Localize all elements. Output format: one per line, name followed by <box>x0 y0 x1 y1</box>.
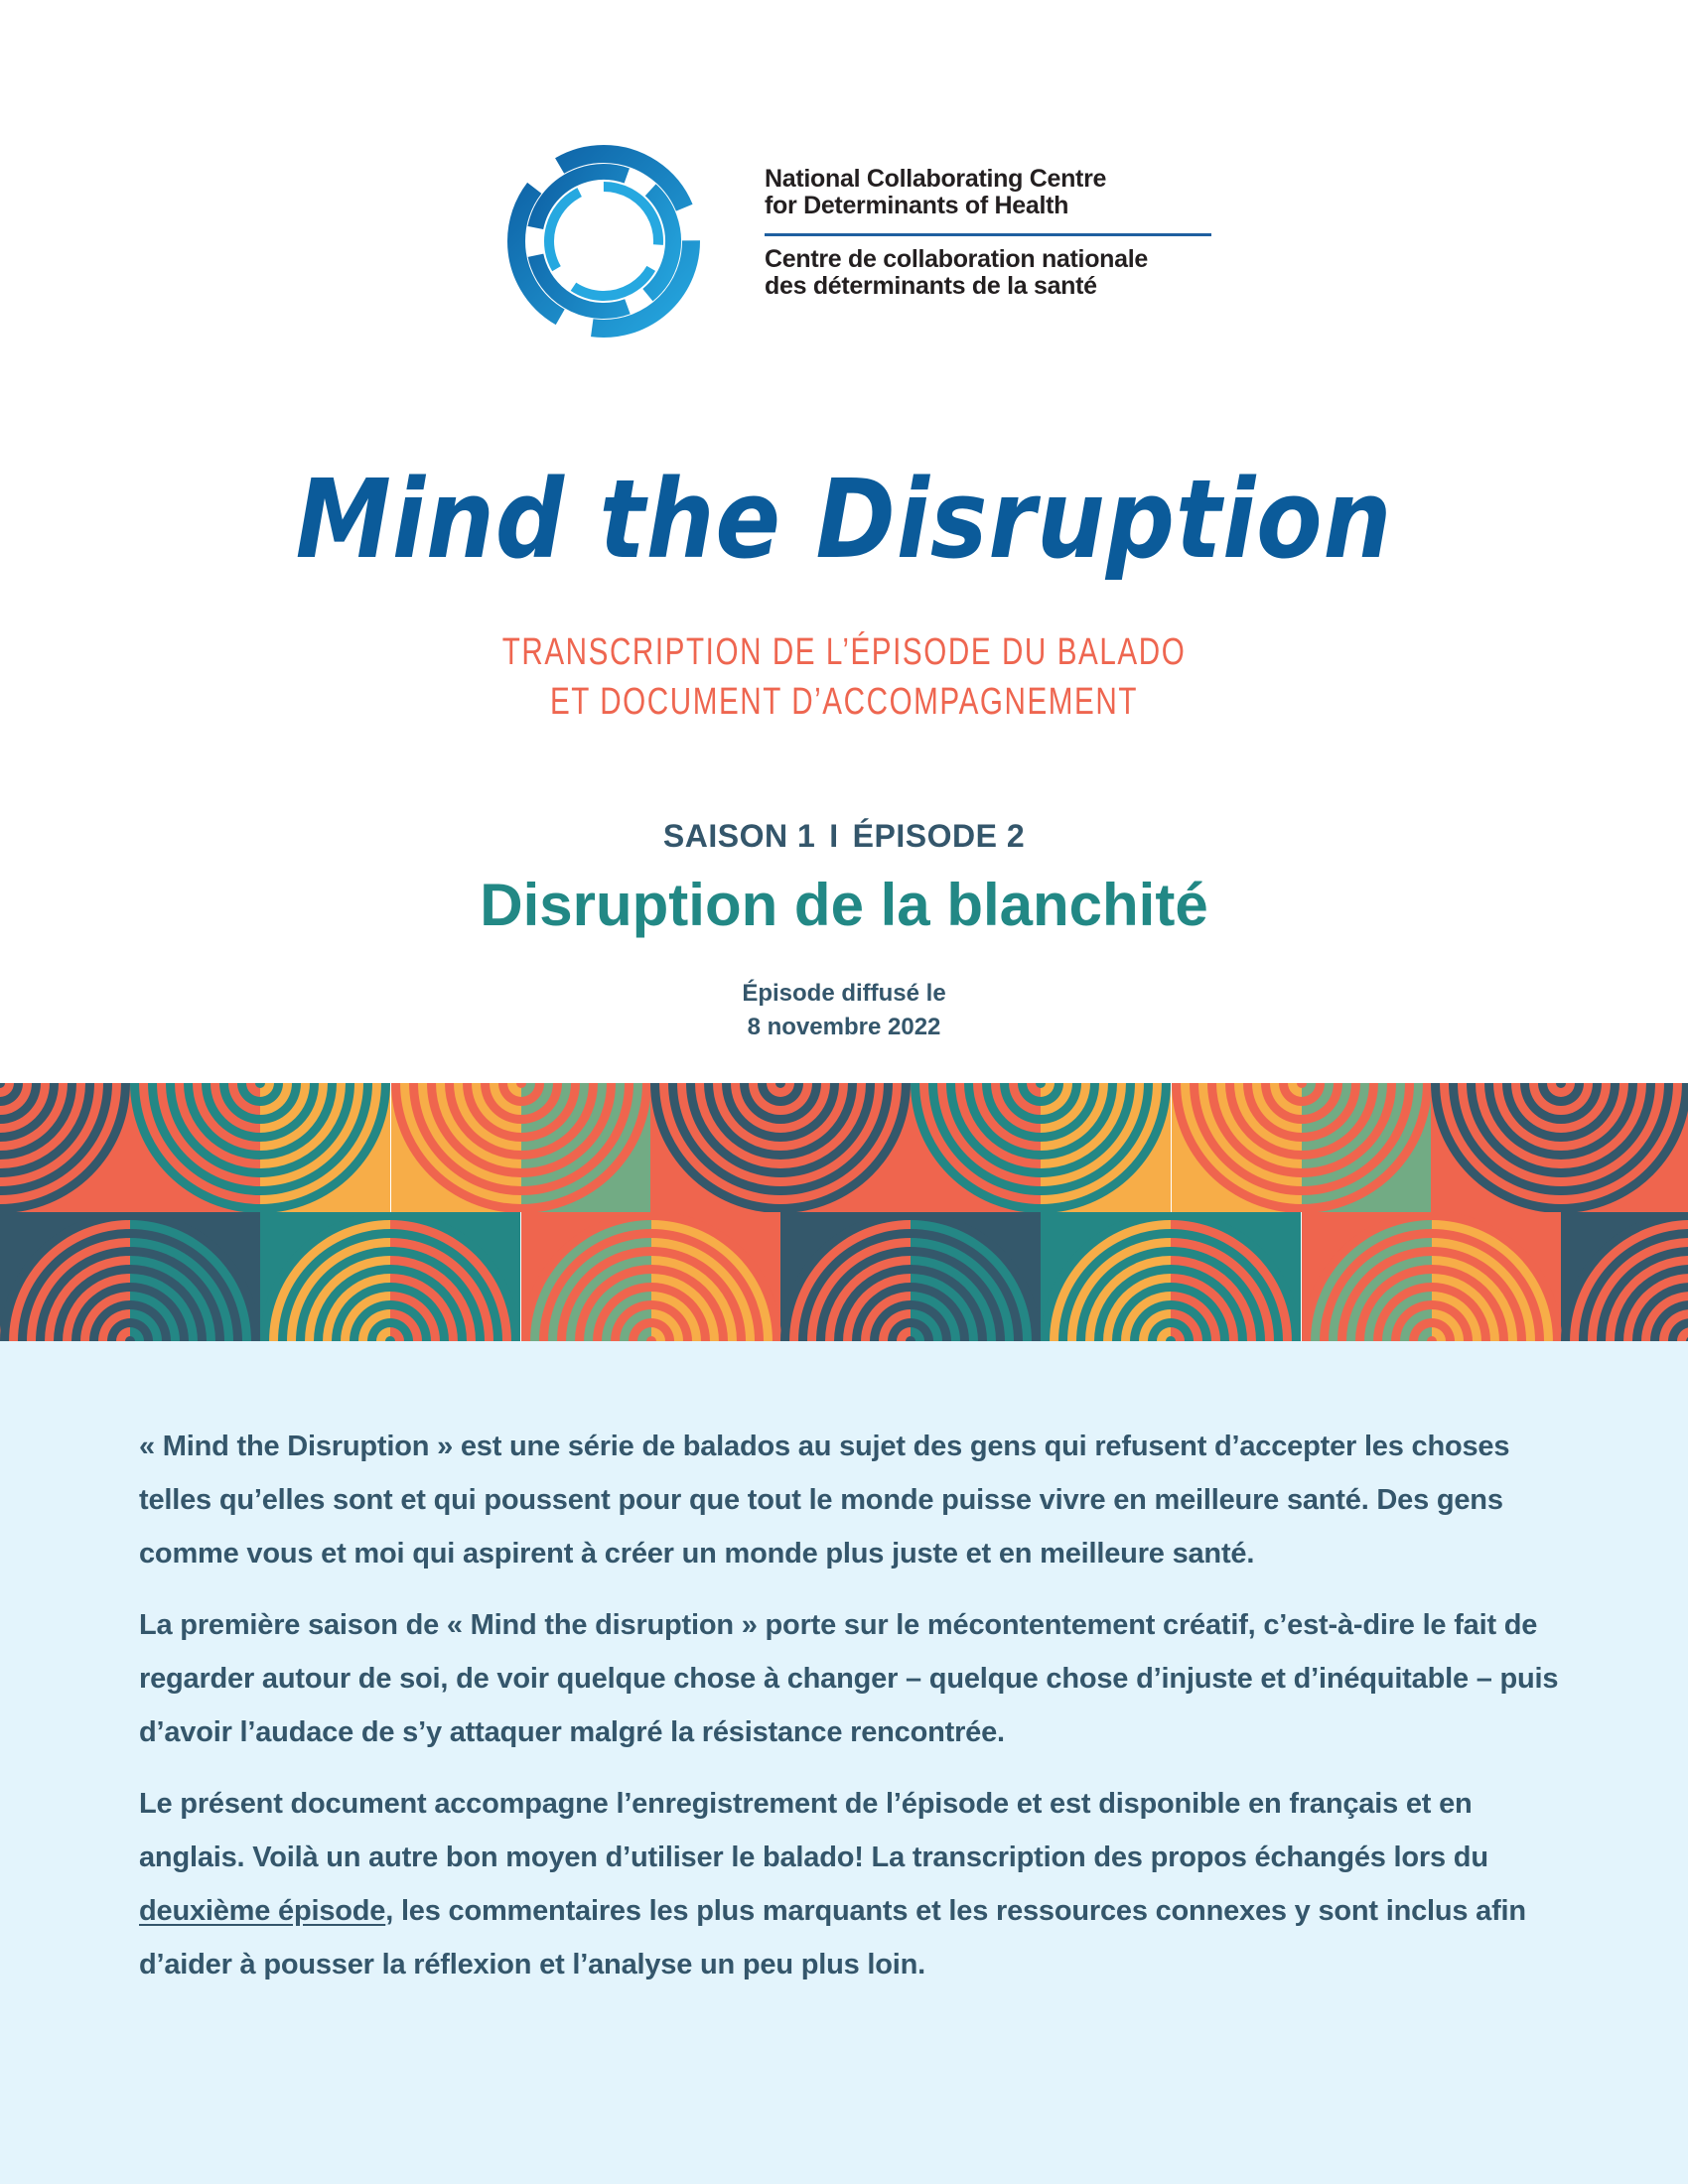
episode-label: ÉPISODE 2 <box>852 818 1026 854</box>
swirl-circle-logo-icon <box>504 142 703 341</box>
podcast-title: Mind the Disruption <box>295 456 1393 583</box>
org-name-fr-line-1: Centre de collaboration nationale <box>765 245 1148 273</box>
concentric-arcs-pattern <box>0 1083 1688 1341</box>
episode-title: Disruption de la blanchité <box>480 872 1208 938</box>
organization-name-french <box>765 246 1221 300</box>
org-name-en-line-2: for Determinants of Health <box>765 192 1069 219</box>
introduction-body <box>139 1420 1569 2009</box>
document-subtitle <box>186 627 1502 727</box>
intro-paragraph-3-text-start: Le présent document accompagne l’enregistrement de l’épisode et est disponible en français et en anglais. Voilà un autre bon moyen d’utiliser le balado! La transcription des propos échangés lors du <box>139 1788 1488 1873</box>
subtitle-line-1: TRANSCRIPTION DE L’ÉPISODE DU BALADO <box>501 631 1187 673</box>
air-date-label: Épisode diffusé le <box>742 980 946 1007</box>
organization-logo <box>504 142 1148 341</box>
intro-paragraph-2: La première saison de « Mind the disruption » porte sur le mécontentement créatif, c’est-à-dire le fait de regarder autour de soi, de voir quelque chose à changer – quelque chose d’injuste et d’inéquitable – puis d’avoir l’audace de s’y attaquer malgré la résistance rencontrée. <box>139 1609 1559 1748</box>
introduction-section <box>0 1341 1688 2184</box>
intro-paragraph-3-text-end: , les commentaires les plus marquants et les ressources connexes y sont inclus afin d’aider à pousser la réflexion et l’analyse un peu plus loin. <box>139 1895 1526 1980</box>
season-episode-label <box>0 816 1688 856</box>
second-episode-link[interactable]: deuxième épisode <box>139 1895 386 1927</box>
organization-name-english <box>765 166 1221 219</box>
intro-paragraph-3 <box>139 1777 1569 1991</box>
season-separator: I <box>829 818 839 854</box>
organization-name <box>765 166 1221 300</box>
cover-header <box>0 0 1688 1083</box>
air-date-value: 8 novembre 2022 <box>747 1014 941 1040</box>
logo-divider <box>765 233 1211 236</box>
air-date <box>0 977 1688 1044</box>
org-name-en-line-1: National Collaborating Centre <box>765 165 1107 193</box>
decorative-pattern-band <box>0 1083 1688 1341</box>
subtitle-line-2: ET DOCUMENT D’ACCOMPAGNEMENT <box>549 681 1139 723</box>
season-label: SAISON 1 <box>662 818 816 854</box>
org-name-fr-line-2: des déterminants de la santé <box>765 272 1097 300</box>
intro-paragraph-1: « Mind the Disruption » est une série de balados au sujet des gens qui refusent d’accepter les choses telles qu’elles sont et qui poussent pour que tout le monde puisse vivre en meilleure santé. Des gens comme vous et moi qui aspirent à créer un monde plus juste et en meilleure santé. <box>139 1431 1510 1570</box>
